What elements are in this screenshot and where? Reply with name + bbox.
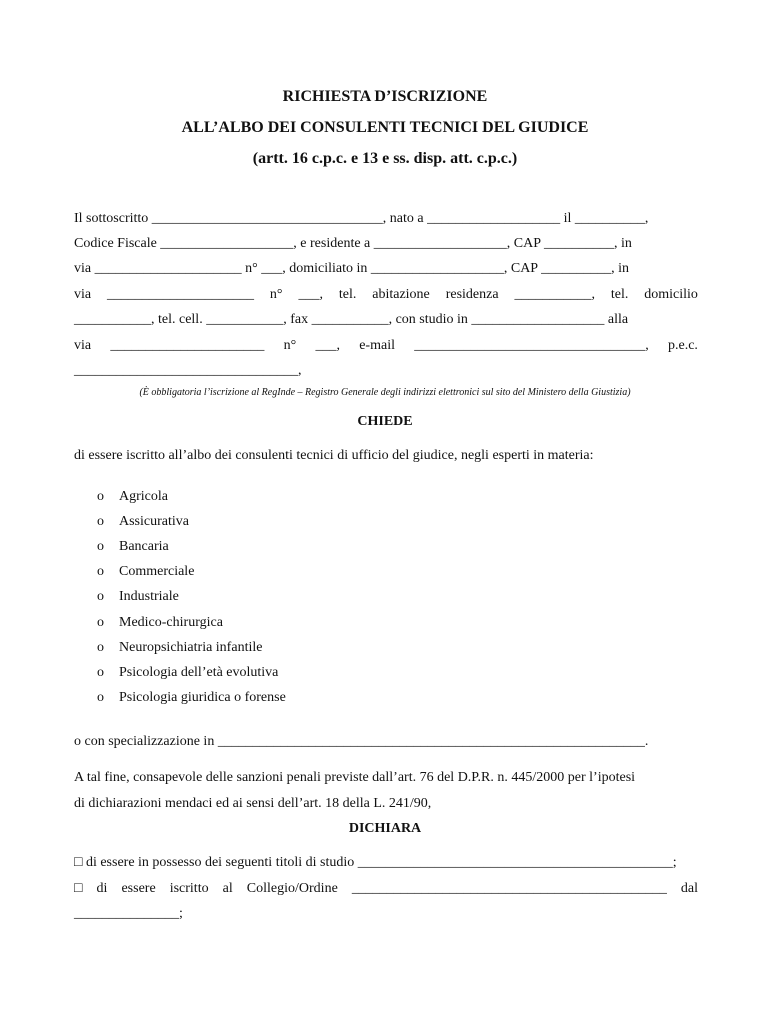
word: di (96, 881, 108, 896)
word: tel. (610, 287, 629, 302)
materia-item (97, 589, 179, 605)
materia-item (97, 640, 262, 656)
word: iscritto (169, 881, 209, 896)
bullet-icon: o (97, 589, 104, 605)
bullet-icon: o (97, 514, 104, 530)
title-line-3: (artt. 16 c.p.c. e 13 e ss. disp. att. c.p.c.) (252, 150, 518, 167)
word: _________________________________, (414, 338, 649, 353)
form-line-7: ________________________________, (74, 363, 302, 378)
word: n° (283, 338, 297, 353)
reginde-note: (È obbligatoria l’iscrizione al RegInde – Registro Generale degli indirizzi elettronici sul sito del Ministero della Giustizia) (139, 387, 631, 398)
materia-label: Neuropsichiatria infantile (119, 639, 263, 655)
title-line-2: ALL’ALBO DEI CONSULENTI TECNICI DEL GIUDICE (181, 119, 589, 136)
bullet-icon: o (97, 639, 104, 655)
materia-label: Industriale (119, 589, 179, 605)
materia-label: Bancaria (119, 539, 169, 555)
materia-label: Psicologia giuridica o forense (119, 689, 286, 705)
word: ___, (298, 287, 323, 302)
bullet-icon: o (97, 489, 104, 504)
word: ___________, (514, 287, 595, 302)
dichiara-heading: DICHIARA (348, 821, 422, 836)
word: _____________________________________________ (351, 881, 667, 896)
materia-label: Medico-chirurgica (119, 614, 223, 630)
materia-item (97, 690, 286, 706)
word: _____________________ (107, 287, 255, 302)
materia-item (97, 514, 189, 530)
word: al (222, 881, 233, 896)
materia-item (97, 539, 169, 555)
form-line-1: Il sottoscritto _________________________________, nato a ___________________ il __________, (74, 211, 649, 226)
bullet-icon: o (97, 564, 104, 580)
title-line-1: RICHIESTA D’ISCRIZIONE (282, 88, 488, 105)
form-line-3: via _____________________ n° ___, domiciliato in ___________________, CAP __________, in (74, 261, 629, 276)
form-line-5: ___________, tel. cell. ___________, fax ___________, con studio in ___________________ alla (74, 312, 629, 327)
intro-text: di essere iscritto all’albo dei consulenti tecnici di ufficio del giudice, negli esperti in materia: (74, 448, 594, 463)
word: p.e.c. (667, 338, 698, 353)
fine-line-2: di dichiarazioni mendaci ed ai sensi dell’art. 18 della L. 241/90, (74, 796, 432, 811)
word: essere (121, 881, 156, 896)
word: ___, (315, 338, 340, 353)
materia-label: Assicurativa (119, 514, 189, 530)
form-line-6 (74, 338, 698, 354)
materia-label: Agricola (119, 489, 168, 504)
form-line-4 (74, 287, 698, 303)
bullet-icon: o (97, 664, 104, 680)
word: domicilio (644, 287, 698, 302)
materia-item (97, 489, 168, 505)
dichiara-line-3: _______________; (74, 906, 183, 921)
materia-label: Psicologia dell’età evolutiva (119, 664, 279, 680)
materia-item (97, 615, 223, 631)
word: via (74, 287, 92, 302)
dichiara-line-1: □ di essere in possesso dei seguenti titoli di studio _____________________________________________; (74, 855, 677, 870)
fine-line-1: A tal fine, consapevole delle sanzioni penali previste dall’art. 76 del D.P.R. n. 445/2000 per l’ipotesi (74, 770, 636, 785)
materia-item (97, 665, 278, 681)
form-line-2: Codice Fiscale ___________________, e residente a ___________________, CAP __________, in (74, 236, 632, 251)
specializzazione-line: o con specializzazione in _____________________________________________________________. (74, 734, 649, 749)
chiede-heading: CHIEDE (357, 414, 413, 429)
word: ______________________ (110, 338, 265, 353)
materia-item (97, 564, 194, 580)
word: residenza (445, 287, 499, 302)
dichiara-line-2 (74, 881, 698, 897)
word: tel. (338, 287, 357, 302)
word: n° (269, 287, 283, 302)
bullet-icon: o (97, 614, 104, 630)
bullet-icon: o (97, 539, 104, 555)
bullet-icon: o (97, 689, 104, 705)
word: dal (680, 881, 698, 896)
word: □ (74, 881, 83, 896)
word: Collegio/Ordine (246, 881, 338, 896)
word: abitazione (372, 287, 430, 302)
word: e-mail (359, 338, 395, 353)
word: via (74, 338, 92, 353)
materia-label: Commerciale (119, 564, 195, 580)
